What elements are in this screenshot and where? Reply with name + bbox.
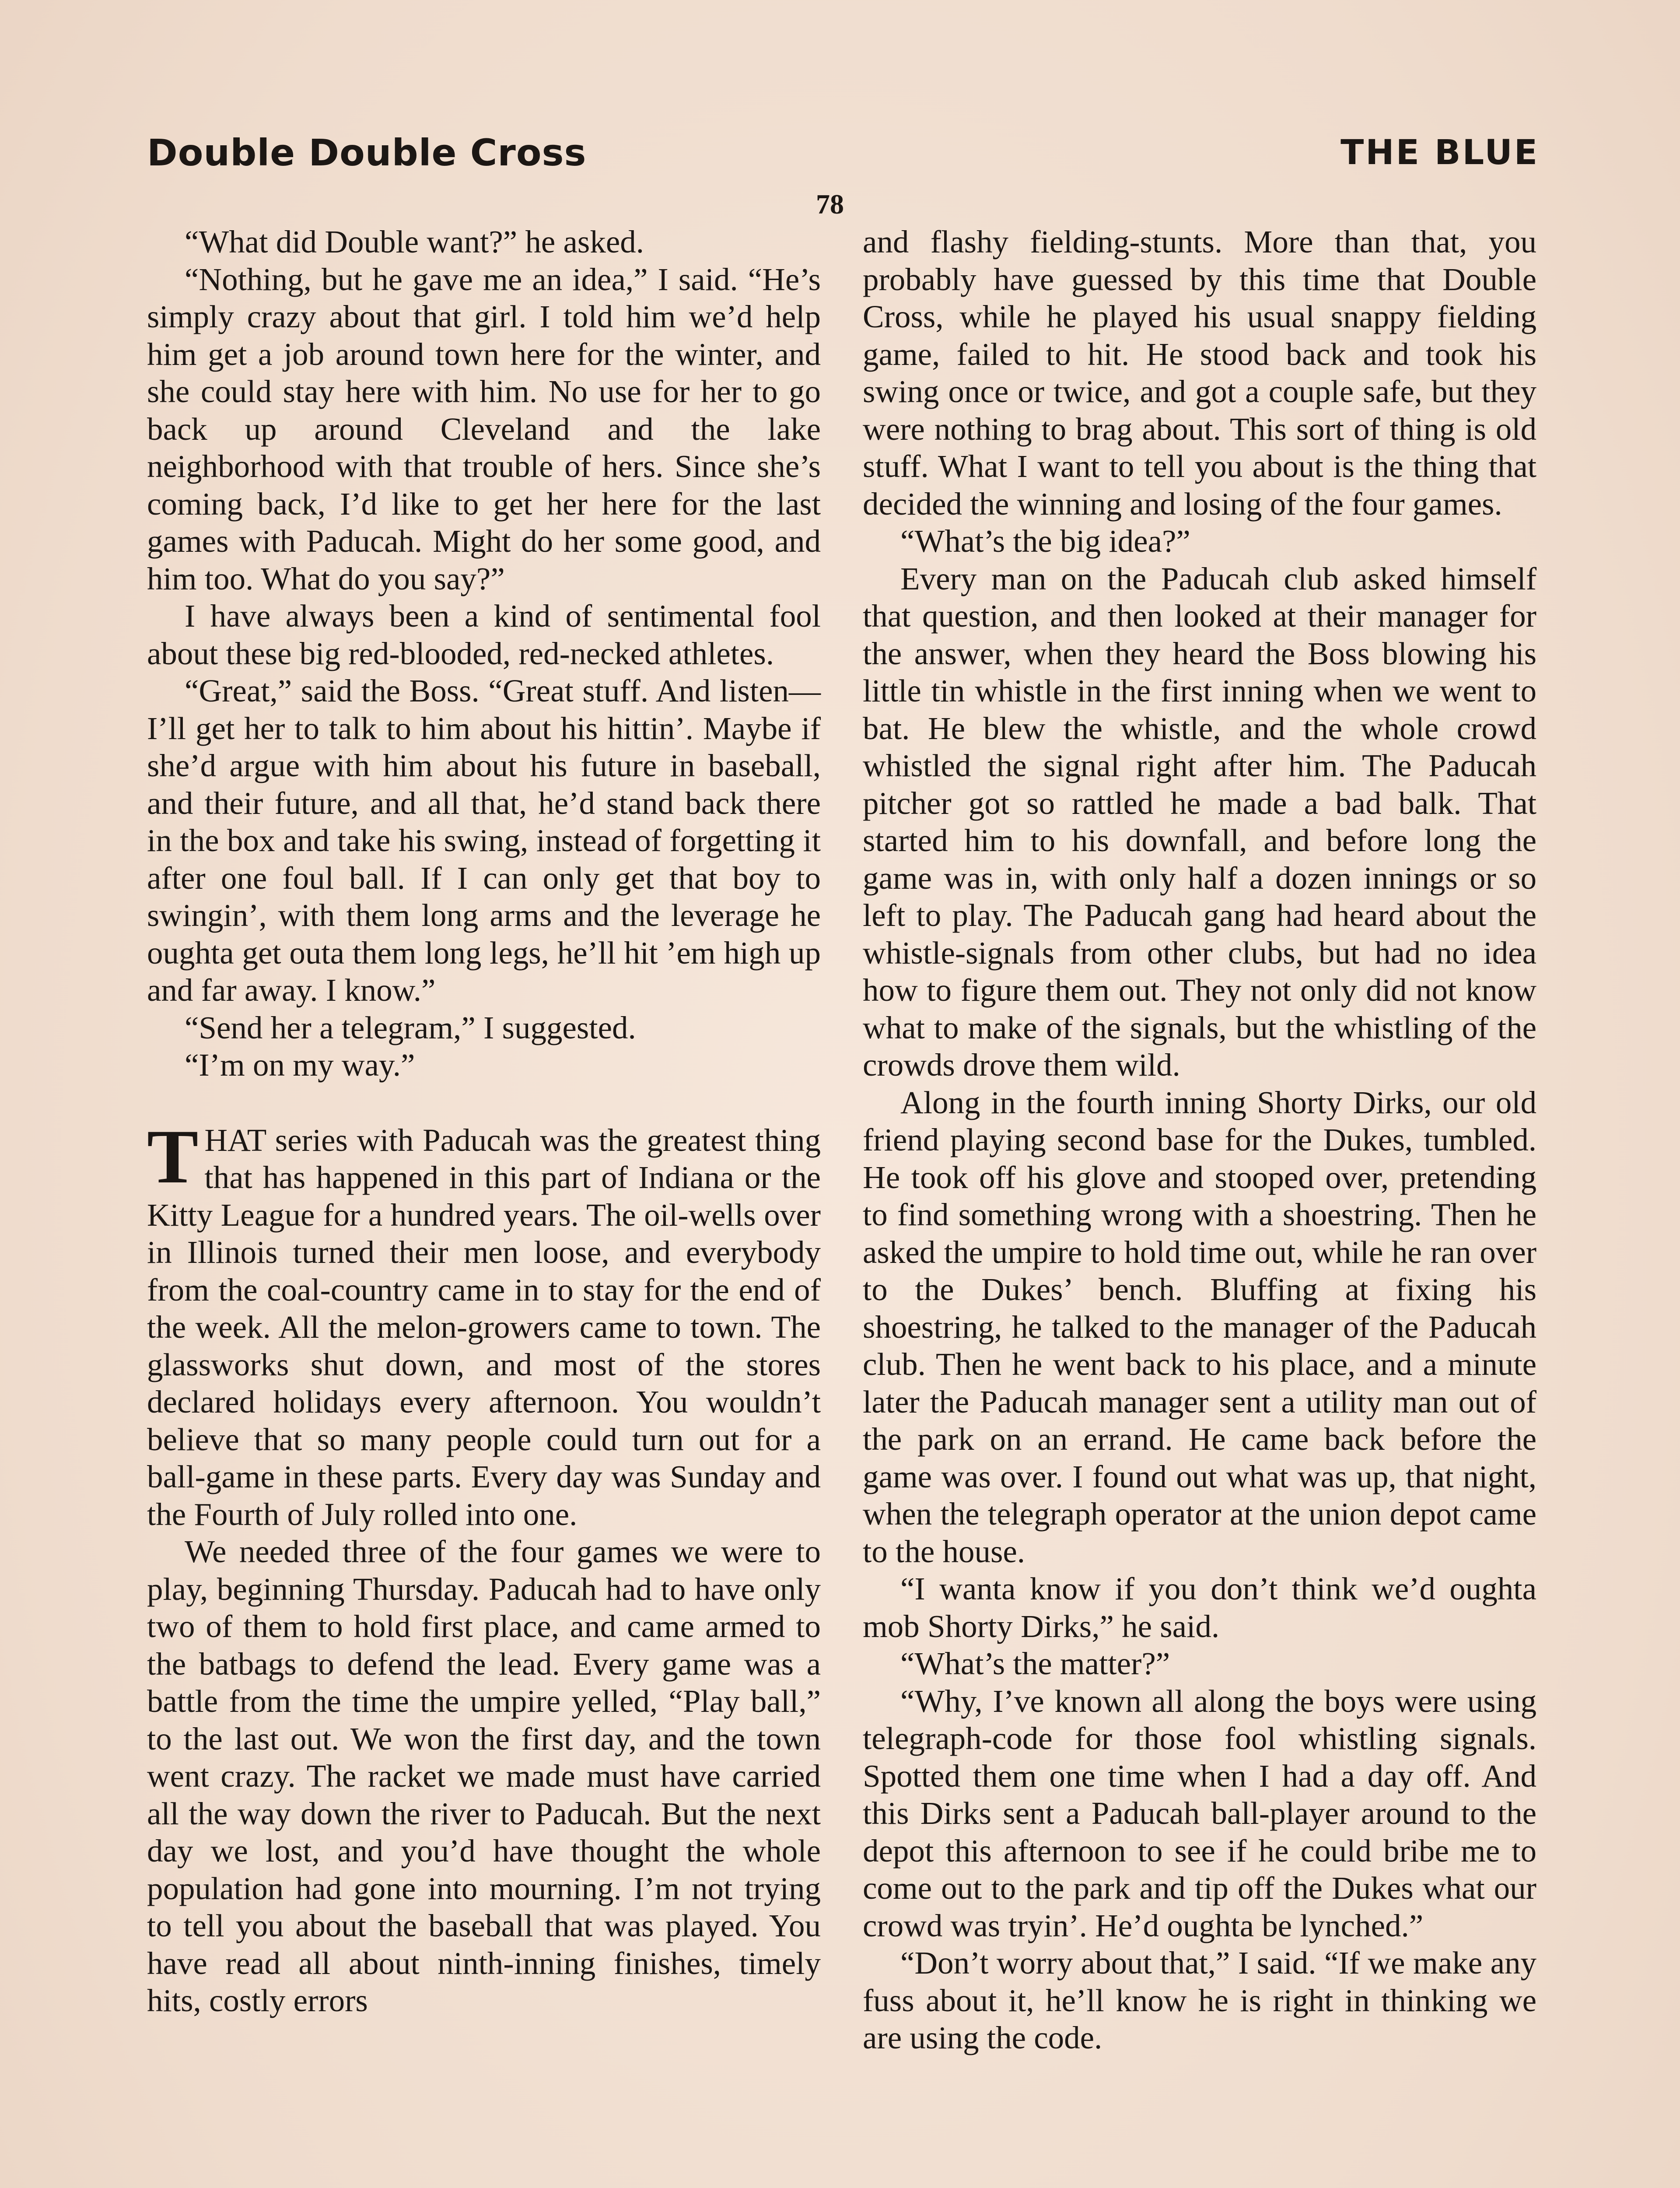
section-opening-text: HAT series with Paducah was the greatest thing that has happened in this part of Indiana or the Kitty League for a hundred years. The oil-wells over in Illinois turned their men loose, and everybody from the coal-country came in to stay for the end of the week. All the melon-growers came to town. The glassworks shut down, and most of the stores declared holidays every afternoon. You wouldn’t believe that so many people could turn out for a ball-game in these parts. Every day was Sunday and the Fourth of July rolled into one.: [147, 1122, 821, 1532]
paragraph: “What did Double want?” he asked.: [185, 224, 644, 259]
section-opening-paragraph: [147, 1114, 821, 1533]
left-column: [147, 223, 821, 2020]
page-number: 78: [816, 189, 844, 220]
paragraph: “I’m on my way.”: [185, 1047, 415, 1083]
paragraph: “Nothing, but he gave me an idea,” I said. “He’s simply crazy about that girl. I told him we’d help him get a job around town here for the winter, and she could stay here with him. No use for her to go back up around Cleveland and the lake neighborhood with that trouble of hers. Since she’s coming back, I’d like to get her here for the last games with Paducah. Might do her some good, and him too. What do you say?”: [147, 261, 821, 596]
drop-cap: T: [147, 1114, 199, 1199]
paragraph: “Don’t worry about that,” I said. “If we make any fuss about it, he’ll know he is right in thinking we are using the code.: [863, 1945, 1536, 2055]
paragraph: “I wanta know if you don’t think we’d oughta mob Shorty Dirks,” he said.: [863, 1571, 1536, 1644]
paragraph: Along in the fourth inning Shorty Dirks, our old friend playing second base for the Dukes, tumbled. He took off his glove and stooped over, pretending to find something wrong with a shoestring. Then he asked the umpire to hold time out, while he ran over to the Dukes’ bench. Bluffing at fixing his shoestring, he talked to the manager of the Paducah club. Then he went back to his place, and a minute later the Paducah manager sent a utility man out of the park on an errand. He came back before the game was over. I found out what was up, that night, when the telegraph operator at the union depot came to the house.: [863, 1084, 1536, 1569]
paragraph: Every man on the Paducah club asked himself that question, and then looked at their manager for the answer, when they heard the Boss blowing his little tin whistle in the first inning when we went to bat. He blew the whistle, and the whole crowd whistled the signal right after him. The Paducah pitcher got so rattled he made a bad balk. That started him to his downfall, and before long the game was in, with only half a dozen innings or so left to play. The Paducah gang had heard about the whistle-signals from other clubs, but had no idea how to figure them out. They not only did not know what to make of the signals, but the whistling of the crowds drove them wild.: [863, 561, 1536, 1083]
paragraph: “What’s the big idea?”: [900, 523, 1190, 559]
paragraph: I have always been a kind of sentimental fool about these big red-blooded, red-necked athletes.: [147, 598, 821, 671]
paragraph-continued: and flashy fielding-stunts. More than that, you probably have guessed by this time that Double Cross, while he played his usual snappy fielding game, failed to hit. He stood back and took his swing once or twice, and got a couple safe, but they were nothing to brag about. This sort of thing is old stuff. What I want to tell you about is the thing that decided the winning and losing of the four games.: [863, 224, 1536, 522]
right-column: [863, 223, 1536, 2057]
paragraph: “Send her a telegram,” I suggested.: [185, 1010, 636, 1045]
paragraph: “Great,” said the Boss. “Great stuff. And listen—I’ll get her to talk to him about his hittin’. Maybe if she’d argue with him about his future in baseball, and their future, and all that, he’d stand back there in the box and take his swing, instead of forgetting it after one foul ball. If I can only get that boy to swingin’, with them long arms and the leverage he oughta get outa them long legs, he’ll hit ’em high up and far away. I know.”: [147, 673, 821, 1008]
paragraph: We needed three of the four games we were to play, beginning Thursday. Paducah had to have only two of them to hold first place, and came armed to the batbags to defend the lead. Every game was a battle from the time the umpire yelled, “Play ball,” to the last out. We won the first day, and the town went crazy. The racket we made must have carried all the way down the river to Paducah. But the next day we lost, and you’d have thought the whole population had gone into mourning. I’m not trying to tell you about the baseball that was played. You have read all about ninth-inning finishes, timely hits, costly errors: [147, 1534, 821, 2018]
story-title: Double Double Cross: [147, 131, 587, 174]
paragraph: “Why, I’ve known all along the boys were using telegraph-code for those fool whistling signals. Spotted them one time when I had a day off. And this Dirks sent a Paducah ball-player around to the depot this afternoon to see if he could bribe me to come out to the park and tip off the Dukes what our crowd was tryin’. He’d oughta be lynched.”: [863, 1683, 1536, 1943]
magazine-title: THE BLUE: [1340, 133, 1539, 172]
paragraph: “What’s the matter?”: [900, 1646, 1170, 1681]
